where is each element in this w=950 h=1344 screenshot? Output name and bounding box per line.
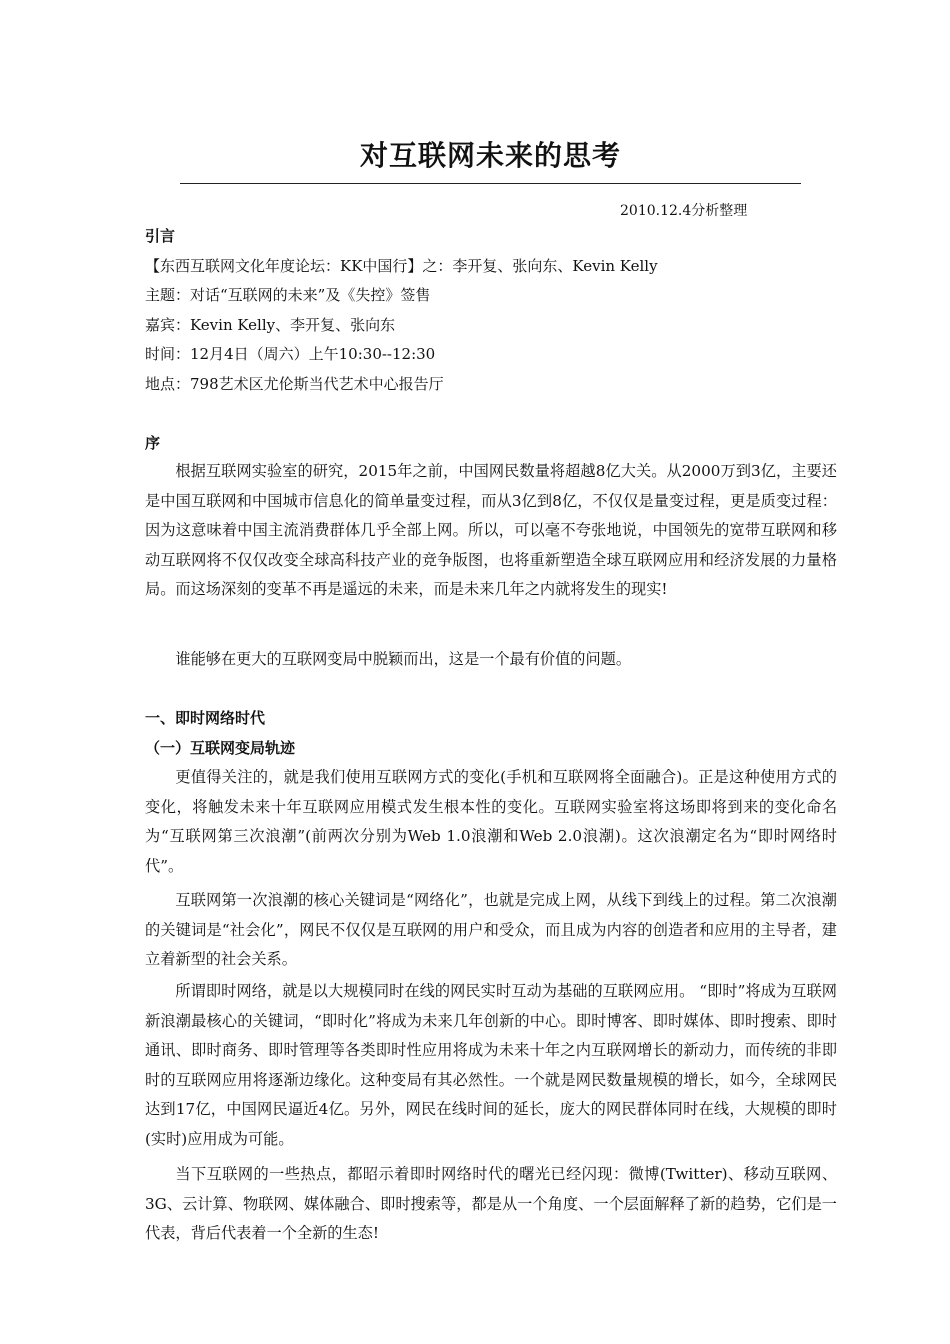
preface-paragraph-2: 谁能够在更大的互联网变局中脱颖而出，这是一个最有价值的问题。 (175, 650, 632, 668)
date-note: 2010.12.4分析整理 (620, 203, 748, 219)
section-1-paragraph-3: 所谓即时网络，就是以大规模同时在线的网民实时互动为基础的互联网应用。 “即时”将成为互联网新浪潮最核心的关键词，“即时化”将成为未来几年创新的中心。即时博客、即时媒体、即时搜索、即时通讯、即时商务、即时管理等各类即时性应用将成为未来十年之内互联网增长的新动力，而传统的非即时的互联网应用将逐渐边缘化。这种变局有其必然性。一个就是网民数量规模的增长，如今，全球网民达到17亿，中国网民逼近4亿。另外，网民在线时间的延长，庞大的网民群体同时在线，大规模的即时(实时)应用成为可能。 (145, 982, 837, 1148)
intro-line-time: 时间：12月4日（周六）上午10:30--12:30 (145, 345, 436, 363)
intro-line-topic: 主题：对话“互联网的未来”及《失控》签售 (145, 286, 431, 304)
intro-line-location: 地点：798艺术区尤伦斯当代艺术中心报告厅 (145, 375, 444, 393)
section-1-paragraph-4: 当下互联网的一些热点，都昭示着即时网络时代的曙光已经闪现：微博(Twitter)、移动互联网、3G、云计算、物联网、媒体融合、即时搜索等，都是从一个角度、一个层面解释了新的趋势，它们是一代表，背后代表着一个全新的生态! (145, 1165, 838, 1243)
section-1-paragraph-1: 更值得关注的，就是我们使用互联网方式的变化(手机和互联网将全面融合)。正是这种使用方式的变化，将触发未来十年互联网应用模式发生根本性的变化。互联网实验室将这场即将到来的变化命名为“互联网第三次浪潮”(前两次分别为Web 1.0浪潮和Web 2.0浪潮)。这次浪潮定名为“即时网络时代”。 (145, 768, 837, 875)
document-title: 对互联网未来的思考 (359, 139, 621, 172)
preface-heading: 序 (145, 434, 161, 452)
intro-heading: 引言 (145, 227, 176, 245)
section-1-subheading: （一）互联网变局轨迹 (145, 739, 296, 757)
intro-line-guests: 嘉宾：Kevin Kelly、李开复、张向东 (145, 316, 396, 334)
intro-line-forum: 【东西互联网文化年度论坛：KK中国行】之：李开复、张向东、Kevin Kelly (145, 257, 658, 275)
title-underline (180, 183, 801, 184)
section-1-paragraph-2: 互联网第一次浪潮的核心关键词是“网络化”，也就是完成上网，从线下到线上的过程。第二次浪潮的关键词是“社会化”，网民不仅仅是互联网的用户和受众，而且成为内容的创造者和应用的主导者，建立着新型的社会关系。 (145, 891, 837, 969)
preface-paragraph-1: 根据互联网实验室的研究，2015年之前，中国网民数量将超越8亿大关。从2000万到3亿，主要还是中国互联网和中国城市信息化的简单量变过程，而从3亿到8亿，不仅仅是量变过程，更是质变过程：因为这意味着中国主流消费群体几乎全部上网。所以，可以毫不夸张地说，中国领先的宽带互联网和移动互联网将不仅仅改变全球高科技产业的竞争版图，也将重新塑造全球互联网应用和经济发展的力量格局。而这场深刻的变革不再是遥远的未来，而是未来几年之内就将发生的现实! (145, 462, 837, 599)
section-1-heading: 一、即时网络时代 (145, 709, 266, 727)
